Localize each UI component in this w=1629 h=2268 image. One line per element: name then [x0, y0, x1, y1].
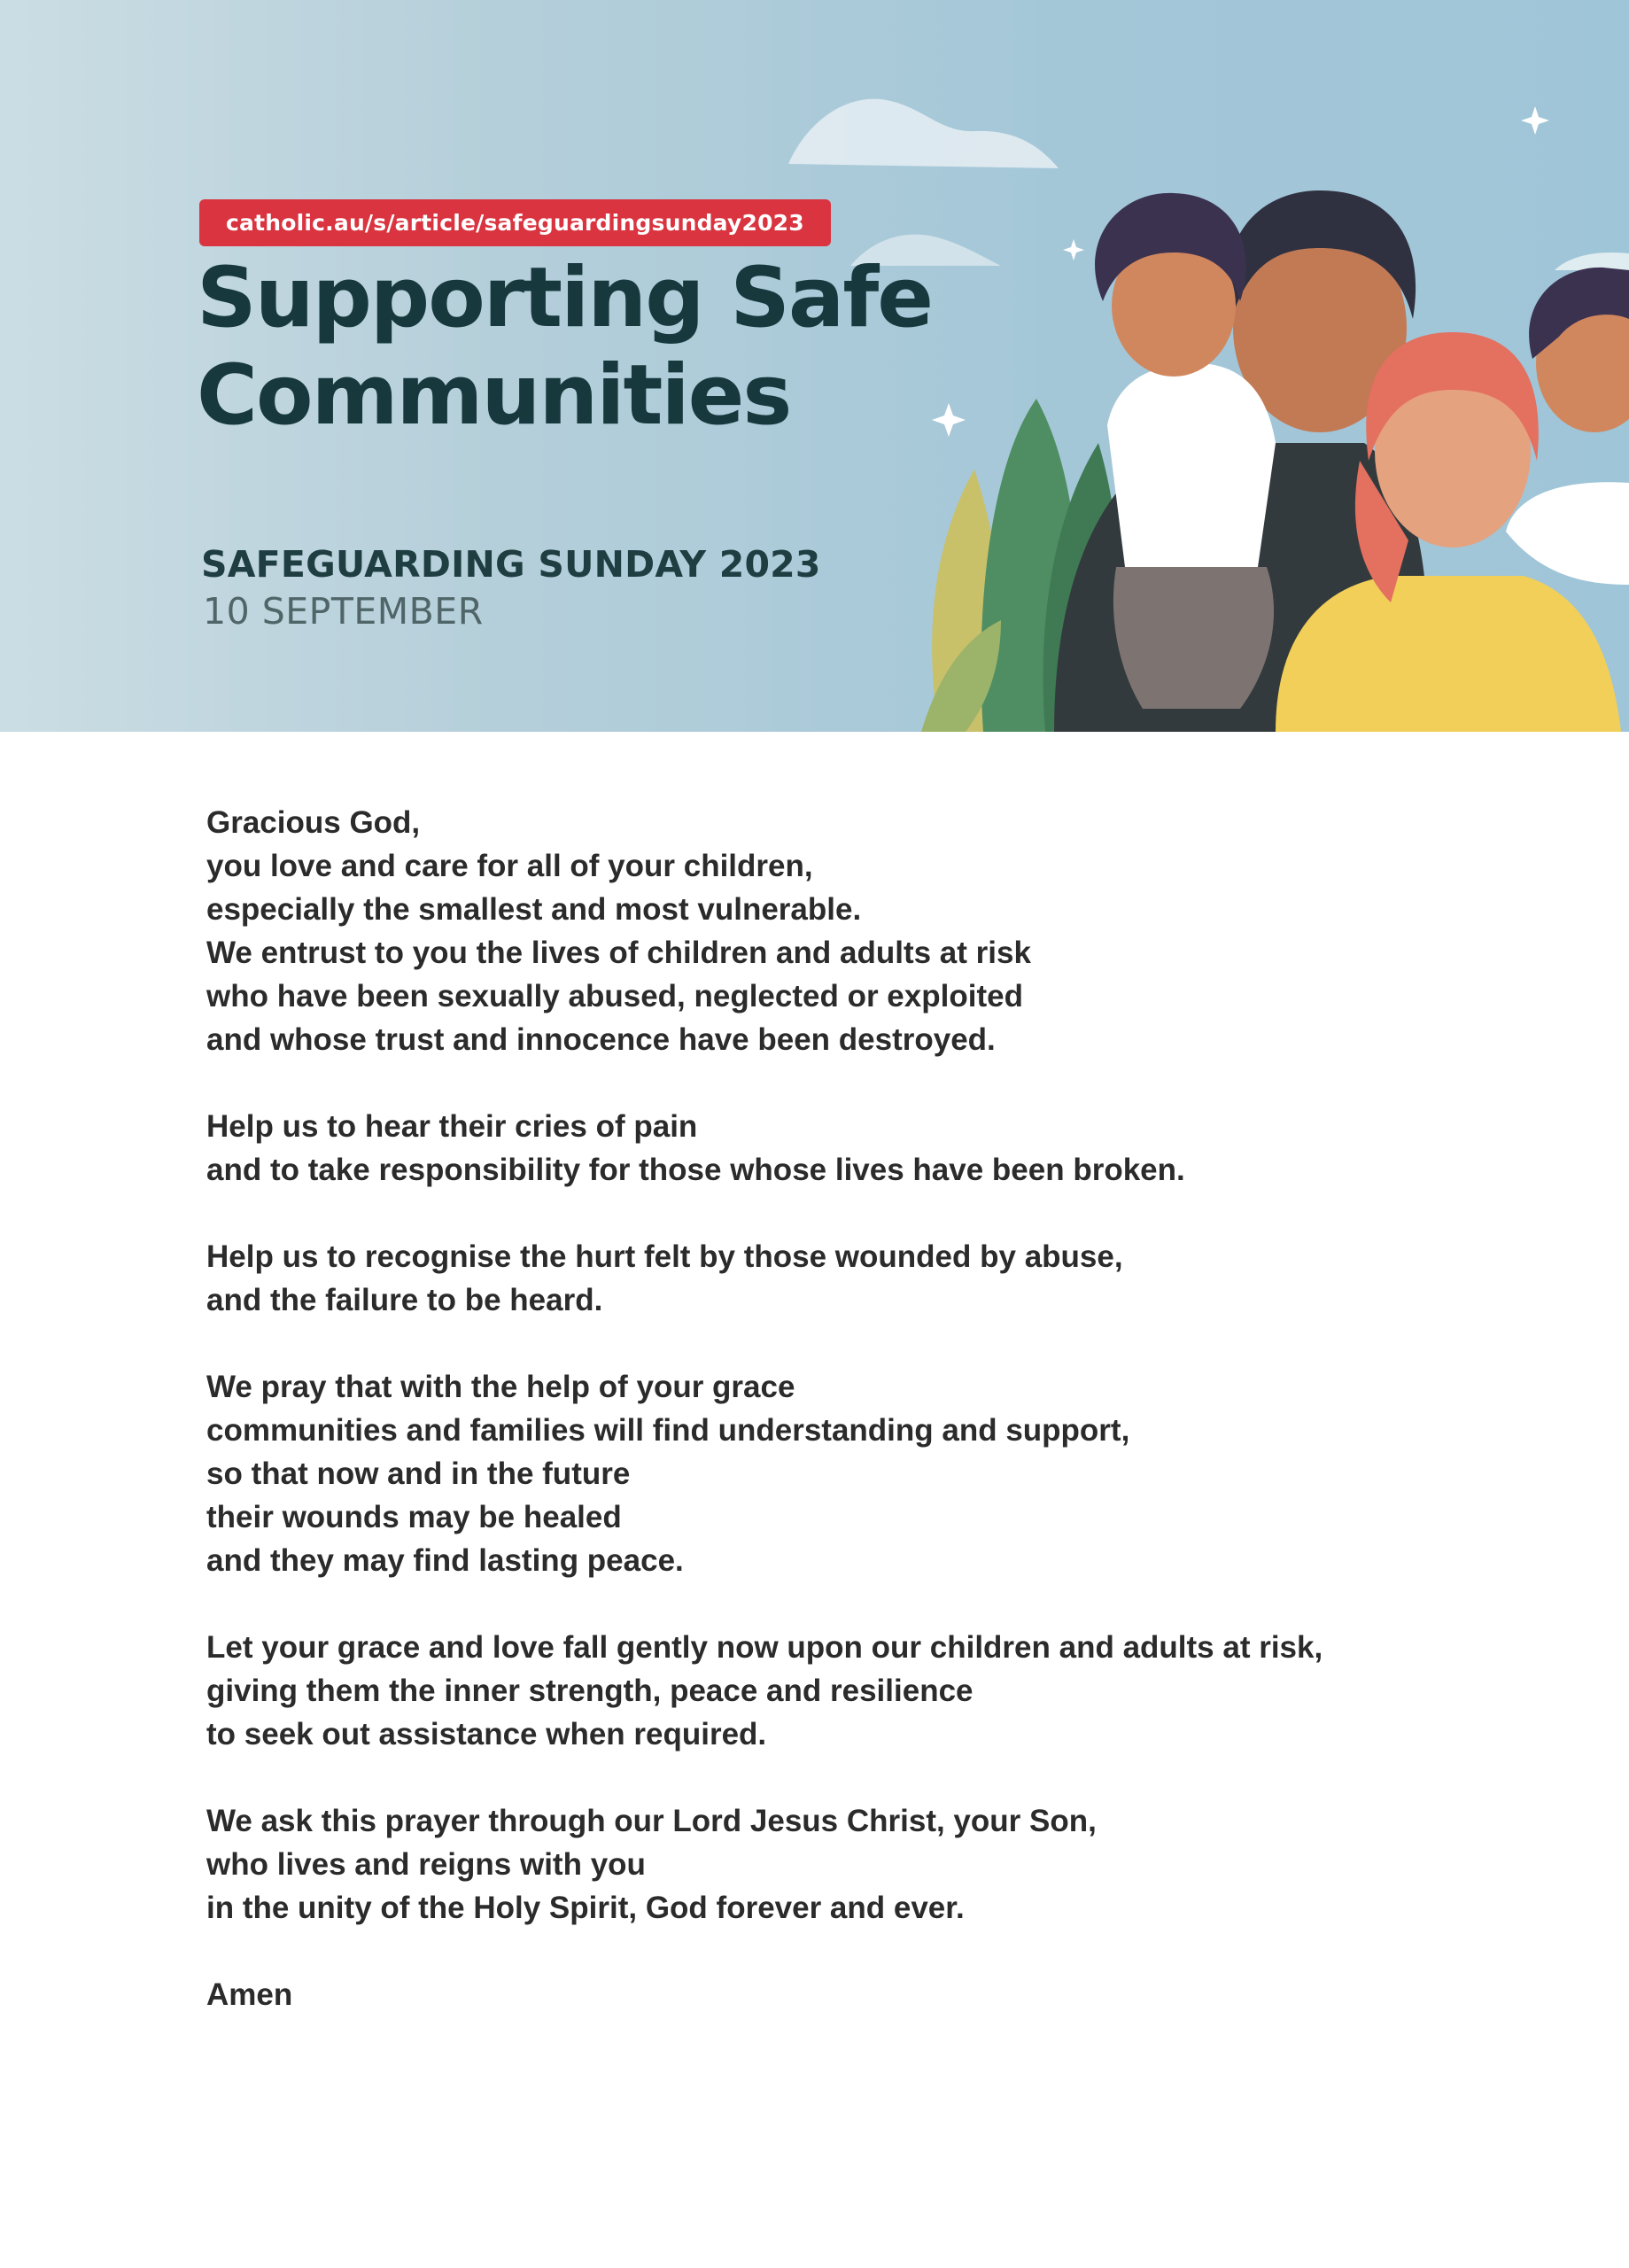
cloud-shape [788, 99, 1059, 168]
stanza [206, 801, 1535, 1061]
prayer-line: and to take responsibility for those whose lives have been broken. [206, 1153, 1185, 1187]
stanza [206, 1626, 1535, 1756]
prayer-line: especially the smallest and most vulnerable. [206, 892, 862, 927]
sparkle-icon [1521, 106, 1549, 135]
prayer-line: We entrust to you the lives of children and adults at risk [206, 936, 1031, 970]
prayer-line: communities and families will find understanding and support, [206, 1413, 1130, 1448]
sparkle-icon [1063, 239, 1084, 260]
stanza [206, 1973, 1535, 2016]
prayer-line: Let your grace and love fall gently now upon our children and adults at risk, [206, 1630, 1323, 1665]
cloud-shape [1555, 252, 1629, 270]
prayer-line: and they may find lasting peace. [206, 1543, 684, 1578]
url-tag: catholic.au/s/article/safeguardingsunday2023 [199, 199, 831, 246]
prayer-line: Gracious God, [206, 805, 421, 840]
header-banner [0, 0, 1629, 732]
prayer-line: We ask this prayer through our Lord Jesus Christ, your Son, [206, 1804, 1097, 1838]
prayer-line: who have been sexually abused, neglected or exploited [206, 979, 1023, 1014]
prayer-text [206, 801, 1535, 2060]
stanza [206, 1235, 1535, 1322]
stanza [206, 1799, 1535, 1930]
event-title: SAFEGUARDING SUNDAY 2023 [201, 543, 821, 586]
headline-line: Communities [197, 347, 791, 444]
prayer-line: to seek out assistance when required. [206, 1717, 767, 1751]
prayer-line: so that now and in the future [206, 1456, 631, 1491]
person-body [1107, 363, 1276, 567]
prayer-line: and the failure to be heard. [206, 1283, 603, 1317]
sparkle-icon [932, 403, 966, 437]
prayer-line: Help us to recognise the hurt felt by those wounded by abuse, [206, 1239, 1123, 1274]
prayer-line: Help us to hear their cries of pain [206, 1109, 698, 1144]
person-body [1506, 482, 1629, 585]
headline-line: Supporting Safe [197, 250, 932, 346]
prayer-line: who lives and reigns with you [206, 1847, 646, 1882]
person-legs [1113, 567, 1274, 709]
prayer-line: in the unity of the Holy Spirit, God forever and ever. [206, 1891, 965, 1925]
prayer-line: We pray that with the help of your grace [206, 1370, 795, 1404]
prayer-amen: Amen [206, 1977, 293, 2012]
stanza [206, 1365, 1535, 1582]
event-date: 10 SEPTEMBER [203, 590, 484, 633]
prayer-line: their wounds may be healed [206, 1500, 622, 1534]
prayer-line: and whose trust and innocence have been destroyed. [206, 1022, 996, 1057]
prayer-line: you love and care for all of your children, [206, 849, 813, 883]
page-title [197, 250, 932, 445]
stanza [206, 1105, 1535, 1192]
prayer-line: giving them the inner strength, peace and resilience [206, 1674, 974, 1708]
